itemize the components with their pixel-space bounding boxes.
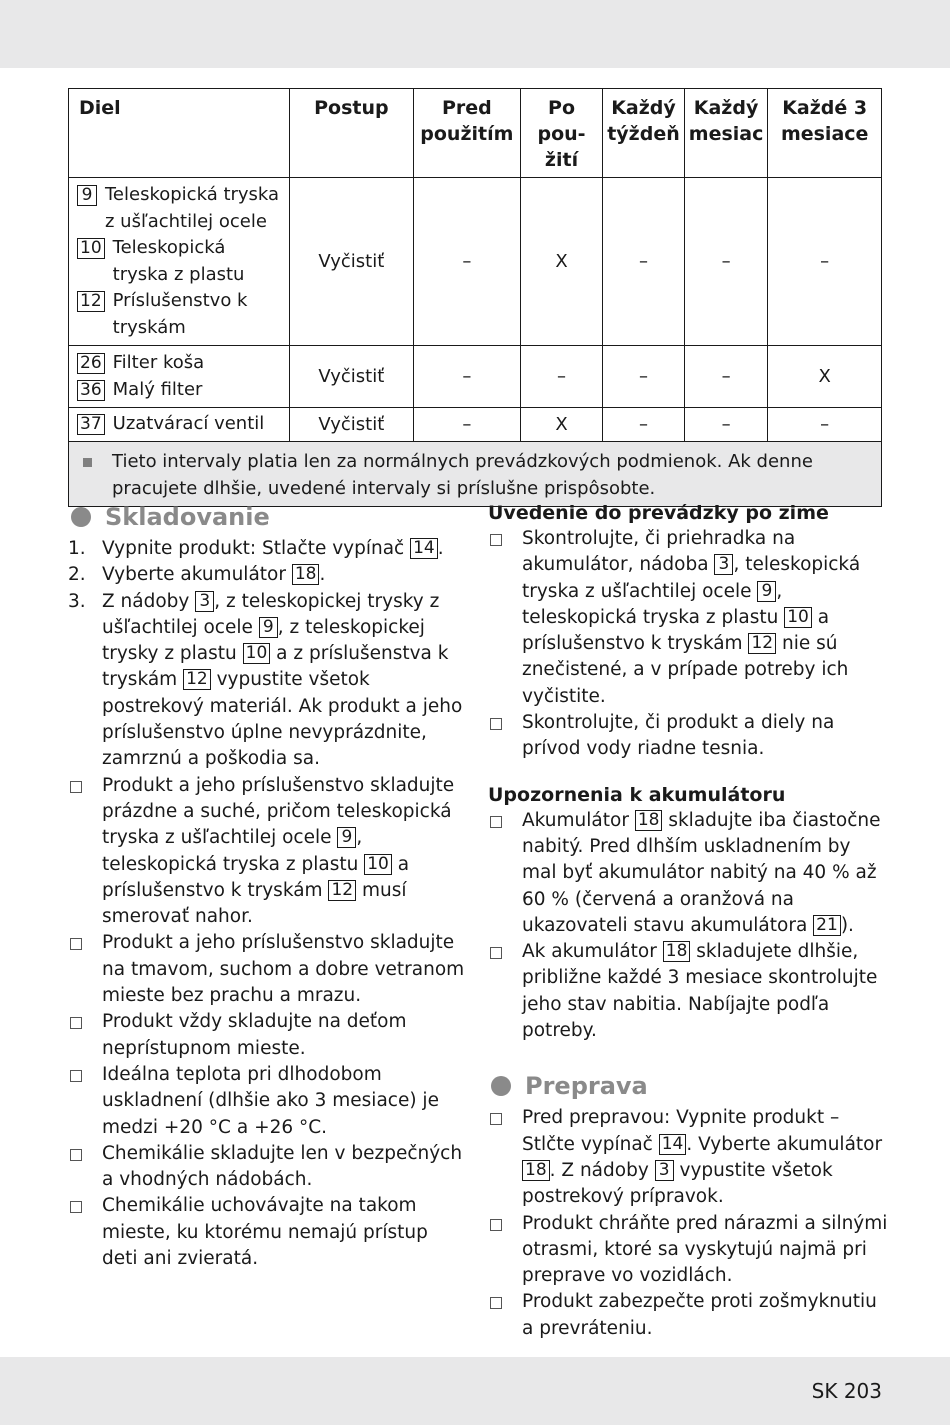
header-after-use: Po pou- žití [520,89,602,178]
checkbox-square-icon [68,1062,102,1141]
checkbox-square-icon [488,1289,522,1342]
interval-cell: – [684,408,768,442]
list-item-text: Z nádoby 3 , z teleskopickej trysky z ušľachtilej ocele 9 , z teleskopickej trysky z plastu 10 a z príslušenstva k tryskám 12 vypustite všetok postrekový materiál. Ak produkt a jeho príslušenstvo úplne nevyprázdnite, zamrznú a poškodia sa. [102,590,463,770]
checkbox-square-icon [488,1105,522,1210]
list-item-text: Produkt zabezpečte proti zošmyknutiu a prevráteniu. [522,1291,877,1339]
table-row [69,346,882,408]
list-item-text: Ak akumulátor 18 skladujete dlhšie, približne každé 3 mesiace skontrolujte jeho stav nabitia. Nabíjajte podľa potreby. [522,941,878,1042]
part-name: Teleskopická tryska z ušľachtilej ocele [105,184,280,232]
list-item [488,808,888,939]
step-number: 1. [68,538,86,559]
reference-number: 9 [337,827,356,848]
transport-bullets [488,1105,888,1342]
part-name: Uzatvárací ventil [112,413,265,434]
reference-number: 3 [714,554,733,575]
reference-number: 14 [659,1134,687,1155]
header-procedure: Postup [289,89,413,178]
reference-number: 9 [757,581,776,602]
reference-number: 10 [364,854,392,875]
list-item [488,1289,888,1342]
interval-cell: X [520,408,602,442]
list-item [488,1211,888,1290]
section-title-transport: Preprava [525,1072,648,1101]
list-item-text: Vyberte akumulátor 18 . [102,564,326,586]
checkbox-square-icon [488,808,522,939]
section-title-storage: Skladovanie [105,502,270,531]
part-item [77,350,283,377]
table-note-row [69,442,882,507]
reference-number: 9 [259,617,278,638]
bullet-square-icon [83,458,92,467]
list-item [488,526,888,710]
part-number: 26 [77,353,105,374]
right-column [488,500,888,1342]
list-item-text: Pred prepravou: Vypnite produkt – Stlčte vypínač 14 . Vyberte akumulátor 18 . Z nádoby 3 vypustite všetok postrekový prípravok. [522,1107,883,1208]
checkbox-square-icon [68,930,102,1009]
reference-number: 18 [635,810,663,831]
header-weekly: Každý týždeň [603,89,685,178]
list-item [68,589,468,773]
part-item [77,235,283,288]
list-item [68,1062,468,1141]
reference-number: 14 [410,538,438,559]
checkbox-square-icon [488,1211,522,1290]
list-item-text: Produkt a jeho príslušenstvo skladujte prázdne a suché, pričom teleskopická tryska z ušľachtilej ocele 9 , teleskopická tryska z plastu 10 a príslušenstvo k tryskám 12 musí smerovať nahor. [102,774,455,928]
storage-bullets [68,773,468,1273]
table-header-row [69,89,882,178]
checkbox-square-icon [68,773,102,931]
list-item-text: Produkt vždy skladujte na deťom neprístupnom mieste. [102,1011,407,1059]
footer-band [0,1357,950,1425]
part-name: Teleskopická tryska z plastu [112,237,245,285]
interval-cell: – [684,178,768,346]
interval-cell: – [768,408,882,442]
maintenance-table [68,88,882,507]
interval-cell: – [520,346,602,408]
reference-number: 18 [663,941,691,962]
table-row [69,408,882,442]
list-item-text: Chemikálie skladujte len v bezpečných a vhodných nádobách. [102,1142,463,1191]
table-row [69,178,882,346]
part-number: 10 [77,238,105,259]
step-number: 2. [68,564,86,586]
list-item [68,773,468,931]
reference-number: 10 [784,607,812,628]
section-heading [68,500,468,534]
reference-number: 12 [748,633,776,654]
left-column [68,500,468,1272]
bullet-dot-icon [71,507,91,527]
list-item-text: Produkt chráňte pred nárazmi a silnými otrasmi, ktoré sa vyskytujú najmä pri preprave vo vozidlách. [522,1212,888,1287]
interval-cell: – [413,408,520,442]
interval-cell: – [603,408,685,442]
list-item-text: Produkt a jeho príslušenstvo skladujte na tmavom, suchom a dobre vetranom mieste bez prachu a mrazu. [102,932,465,1007]
part-name: Príslušenstvo k tryskám [112,290,248,338]
part-number: 12 [77,291,105,312]
table-note-text: Tieto intervaly platia len za normálnych prevádzkových podmienok. Ak denne pracujete dlhšie, uvedené intervaly si príslušne prispôsobte. [112,451,813,499]
part-cell [69,408,290,442]
checkbox-square-icon [488,526,522,710]
list-item [68,1193,468,1272]
checkbox-square-icon [68,1141,102,1194]
reference-number: 12 [183,669,211,690]
part-number: 36 [77,380,105,401]
reference-number: 3 [195,591,214,612]
checkbox-square-icon [68,1193,102,1272]
table-note [69,442,882,507]
battery-bullets [488,808,888,1045]
list-item [68,562,468,588]
interval-cell: X [768,346,882,408]
checkbox-square-icon [488,939,522,1044]
step-number: 3. [68,590,86,612]
bullet-dot-icon [491,1076,511,1096]
interval-cell: – [603,178,685,346]
list-item-text: Chemikálie uchovávajte na takom mieste, ku ktorému nemajú prístup deti ani zvieratá. [102,1195,428,1270]
part-item [77,377,283,404]
section-title-winter: Uvedenie do prevádzky po zime [488,502,829,524]
list-item [68,536,468,562]
part-number: 9 [77,185,97,206]
storage-steps [68,536,468,773]
list-item-text: Skontrolujte, či produkt a diely na prívod vody riadne tesnia. [522,712,835,760]
interval-cell: – [413,346,520,408]
interval-cell: – [413,178,520,346]
part-item [77,411,283,438]
interval-cell: – [684,346,768,408]
list-item-text: Ideálna teplota pri dlhodobom uskladnení (dlhšie ako 3 mesiace) je medzi +20 °C a +26 °C. [102,1063,439,1138]
section-heading [488,1069,888,1103]
procedure-cell: Vyčistiť [289,408,413,442]
part-name: Filter koša [112,352,205,373]
part-item [77,182,283,235]
list-item [488,939,888,1044]
header-monthly: Každý mesiac [684,89,768,178]
procedure-cell: Vyčistiť [289,346,413,408]
reference-number: 18 [522,1160,550,1181]
part-item [77,288,283,341]
list-item [488,1105,888,1210]
reference-number: 3 [655,1160,674,1181]
list-item [68,1141,468,1194]
reference-number: 10 [243,643,271,664]
interval-cell: – [768,178,882,346]
interval-cell: – [603,346,685,408]
reference-number: 12 [328,880,356,901]
part-cell [69,178,290,346]
part-name: Malý filter [112,378,203,400]
header-part: Diel [69,89,290,178]
header-before-use: Pred použitím [413,89,520,178]
page-number: SK 203 [811,1379,882,1403]
section-title-battery: Upozornenia k akumulátoru [488,783,786,806]
interval-cell: X [520,178,602,346]
list-item-text: Akumulátor 18 skladujte iba čiastočne nabitý. Pred dlhším uskladnením by mal byť akumulátor nabitý na 40 % až 60 % (červená a oranžová na ukazovateli stavu akumulátora 21 ). [522,809,881,936]
winter-bullets [488,526,888,763]
reference-number: 18 [292,564,320,585]
list-item-text: Skontrolujte, či priehradka na akumulátor, nádoba 3 , teleskopická tryska z ušľachtilej ocele 9 , teleskopická tryska z plastu 10 a príslušenstvo k tryskám 12 nie sú znečistené, a v prípade potreby ich vyčistite. [522,528,861,707]
list-item [68,930,468,1009]
checkbox-square-icon [488,710,522,763]
list-item [488,710,888,763]
header-band [0,0,950,68]
procedure-cell: Vyčistiť [289,178,413,346]
list-item-text: Vypnite produkt: Stlačte vypínač 14 . [102,538,444,559]
list-item [68,1009,468,1062]
part-number: 37 [77,414,105,435]
reference-number: 21 [813,915,841,936]
checkbox-square-icon [68,1009,102,1062]
header-quarterly: Každé 3 mesiace [768,89,882,178]
part-cell [69,346,290,408]
